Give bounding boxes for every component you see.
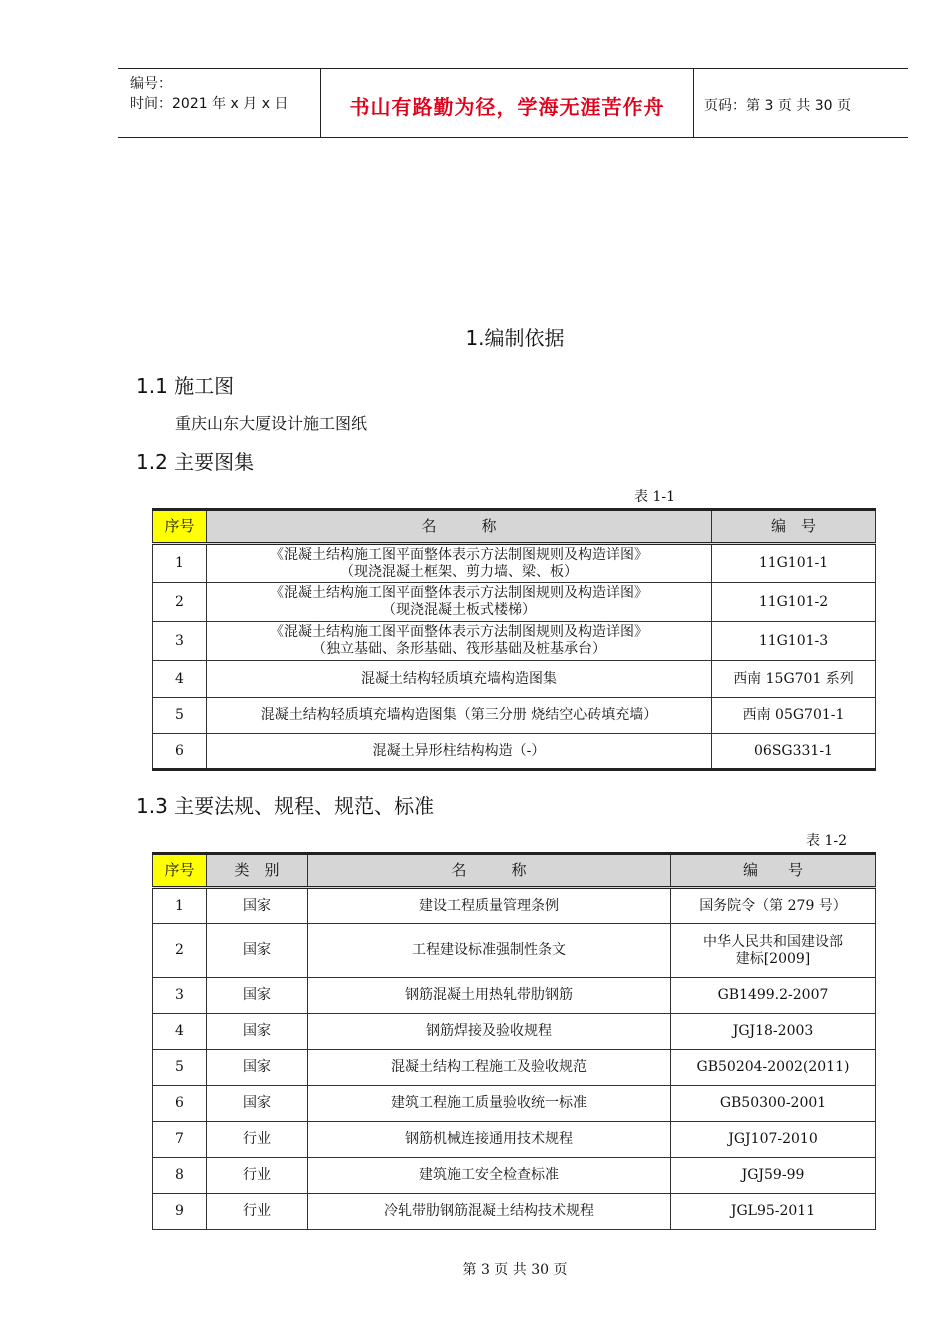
table-row — [153, 1086, 876, 1122]
row-code: 11G101-1 — [712, 544, 876, 583]
row-number: 4 — [153, 1014, 207, 1050]
row-category: 行业 — [207, 1194, 308, 1230]
row-code: 06SG331-1 — [712, 734, 876, 770]
table-row — [153, 1158, 876, 1194]
header-info-cell — [118, 69, 321, 137]
row-category: 国家 — [207, 888, 308, 924]
row-category: 国家 — [207, 978, 308, 1014]
row-name-line-2: （独立基础、条形基础、筏形基础及桩基承台） — [312, 641, 606, 657]
row-code — [671, 1158, 876, 1194]
row-name: 建筑工程施工质量验收统一标准 — [308, 1086, 671, 1122]
table-header-row — [153, 510, 876, 544]
col-header-name: 名 称 — [308, 854, 671, 888]
header-page-cell — [694, 69, 908, 137]
row-category: 行业 — [207, 1158, 308, 1194]
table-row — [153, 661, 876, 698]
row-code: 11G101-3 — [712, 622, 876, 661]
row-name-line-2: （现浇混凝土框架、剪力墙、梁、板） — [340, 563, 578, 580]
col-header-name: 名 称 — [207, 510, 712, 544]
page-header — [118, 68, 908, 138]
table-row — [153, 734, 876, 770]
row-name-line-1: 混凝土结构轻质填充墙构造图集 — [361, 670, 557, 687]
table-row — [153, 924, 876, 978]
row-name — [207, 583, 712, 622]
row-category: 国家 — [207, 1050, 308, 1086]
row-name — [207, 622, 712, 661]
row-number: 4 — [153, 661, 207, 698]
row-name-line-1: 《混凝土结构施工图平面整体表示方法制图规则及构造详图》 — [270, 546, 648, 563]
table-row — [153, 1122, 876, 1158]
section-heading-1-2: 1.2 主要图集 — [136, 450, 255, 474]
row-name-line-1: 混凝土结构轻质填充墙构造图集（第三分册 烧结空心砖填充墙） — [260, 707, 658, 723]
row-name — [207, 661, 712, 698]
row-code-line-1: JGJ59-99 — [741, 1167, 805, 1183]
row-name-line-1: 《混凝土结构施工图平面整体表示方法制图规则及构造详图》 — [270, 624, 648, 640]
table-header-row — [153, 854, 876, 888]
row-name: 工程建设标准强制性条文 — [308, 924, 671, 978]
row-code-line-1: GB1499.2-2007 — [717, 987, 829, 1003]
table-row — [153, 1014, 876, 1050]
row-code — [671, 1086, 876, 1122]
row-name: 钢筋机械连接通用技术规程 — [308, 1122, 671, 1158]
row-number: 2 — [153, 583, 207, 622]
row-code-line-1: JGJ107-2010 — [728, 1131, 818, 1147]
motto-text: 书山有路勤为径，学海无涯苦作舟 — [349, 95, 665, 119]
row-number: 7 — [153, 1122, 207, 1158]
row-name-line-1: 《混凝土结构施工图平面整体表示方法制图规则及构造详图》 — [270, 585, 648, 601]
table-row — [153, 978, 876, 1014]
section-heading-1-3: 1.3 主要法规、规程、规范、标准 — [136, 794, 435, 818]
row-name-line-2: （现浇混凝土板式楼梯） — [382, 602, 536, 618]
col-header-no: 序号 — [153, 854, 207, 888]
row-code-line-1: 国务院令（第 279 号） — [699, 897, 847, 914]
row-name — [207, 698, 712, 734]
row-name-line-1: 混凝土异形柱结构构造（-） — [372, 742, 546, 759]
row-code-line-1: GB50300-2001 — [719, 1095, 827, 1111]
doc-number-label: 编号： — [130, 76, 172, 92]
row-number: 6 — [153, 734, 207, 770]
row-code — [671, 1014, 876, 1050]
atlas-table — [152, 508, 876, 771]
row-number: 1 — [153, 544, 207, 583]
col-header-no: 序号 — [153, 510, 207, 544]
row-code-line-2: 建标[2009] — [735, 950, 811, 967]
row-name — [207, 544, 712, 583]
row-name: 混凝土结构工程施工及验收规范 — [308, 1050, 671, 1086]
table-row — [153, 1050, 876, 1086]
table-row — [153, 622, 876, 661]
section-heading-1-1: 1.1 施工图 — [136, 374, 235, 398]
row-number: 5 — [153, 1050, 207, 1086]
col-header-category: 类 别 — [207, 854, 308, 888]
construction-drawing-text: 重庆山东大厦设计施工图纸 — [175, 414, 368, 433]
row-number: 2 — [153, 924, 207, 978]
row-code — [671, 1194, 876, 1230]
row-code — [671, 1050, 876, 1086]
header-motto-cell — [321, 69, 694, 137]
row-code: 西南 15G701 系列 — [712, 661, 876, 698]
row-code — [671, 924, 876, 978]
table-row — [153, 583, 876, 622]
row-code-line-1: JGL95-2011 — [730, 1203, 816, 1219]
row-code — [671, 888, 876, 924]
row-number: 3 — [153, 978, 207, 1014]
table-caption-2: 表 1-2 — [806, 833, 847, 849]
row-name — [207, 734, 712, 770]
row-name: 钢筋混凝土用热轧带肋钢筋 — [308, 978, 671, 1014]
row-code — [671, 978, 876, 1014]
table-caption-1: 表 1-1 — [634, 489, 675, 505]
regulations-table — [152, 852, 876, 1230]
row-category: 国家 — [207, 1014, 308, 1050]
row-name: 冷轧带肋钢筋混凝土结构技术规程 — [308, 1194, 671, 1230]
row-code — [671, 1122, 876, 1158]
table-row — [153, 888, 876, 924]
col-header-code: 编 号 — [712, 510, 876, 544]
row-code: 11G101-2 — [712, 583, 876, 622]
row-number: 8 — [153, 1158, 207, 1194]
row-code-line-1: JGJ18-2003 — [732, 1023, 814, 1039]
doc-time-label: 时间：2021 年 x 月 x 日 — [130, 96, 289, 112]
row-name: 建设工程质量管理条例 — [308, 888, 671, 924]
table-row — [153, 698, 876, 734]
row-number: 9 — [153, 1194, 207, 1230]
row-number: 3 — [153, 622, 207, 661]
row-code-line-1: GB50204-2002(2011) — [696, 1059, 850, 1075]
row-name: 建筑施工安全检查标准 — [308, 1158, 671, 1194]
page-footer: 第 3 页 共 30 页 — [462, 1262, 568, 1278]
row-category: 国家 — [207, 924, 308, 978]
row-number: 1 — [153, 888, 207, 924]
page-number-label: 页码：第 3 页 共 30 页 — [704, 98, 851, 114]
col-header-code: 编 号 — [671, 854, 876, 888]
section-heading-1: 1.编制依据 — [465, 326, 565, 350]
row-name: 钢筋焊接及验收规程 — [308, 1014, 671, 1050]
table-row — [153, 1194, 876, 1230]
table-row — [153, 544, 876, 583]
row-code-line-1: 中华人民共和国建设部 — [703, 933, 843, 950]
row-code: 西南 05G701-1 — [712, 698, 876, 734]
row-number: 6 — [153, 1086, 207, 1122]
row-number: 5 — [153, 698, 207, 734]
row-category: 行业 — [207, 1122, 308, 1158]
row-category: 国家 — [207, 1086, 308, 1122]
